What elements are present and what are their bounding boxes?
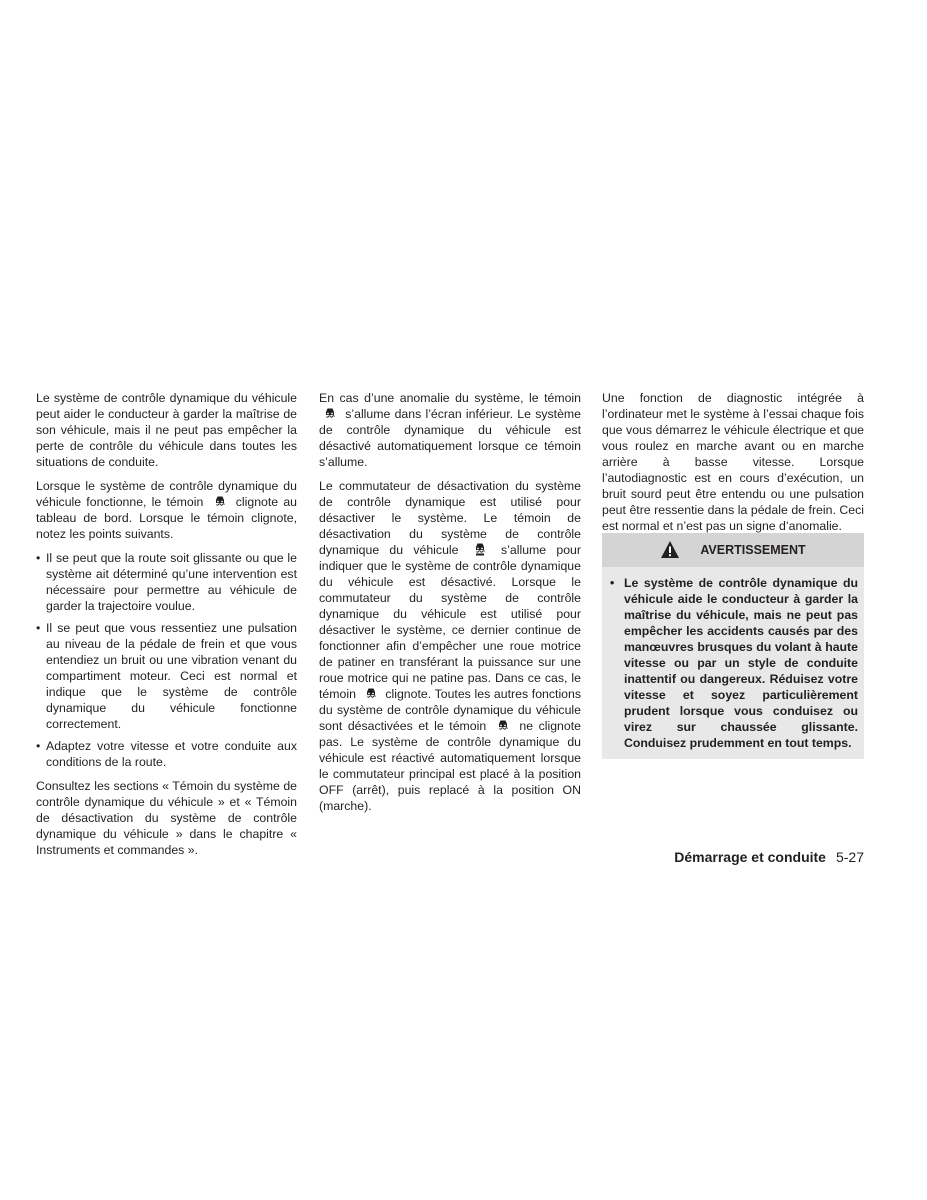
col1-paragraph-2: [36, 478, 297, 542]
warning-triangle-icon: [660, 540, 680, 560]
col1-paragraph-1: Le système de contrôle dynamique du véhicule peut aider le conducteur à garder la maîtrise de son véhicule, mais il ne peut pas empêcher la perte de contrôle du véhicule dans toutes les situations de conduite.: [36, 391, 297, 469]
column-2: [319, 390, 581, 822]
col1-p2-before: Lorsque le système de contrôle dynamique du véhicule fonctionne, le témoin: [36, 479, 297, 509]
list-item: • Adaptez votre vitesse et votre conduite aux conditions de la route.: [36, 738, 297, 770]
col2-p2-d: ne clignote pas. Le système de contrôle dynamique du véhicule est réactivé automatiquement lorsque le commutateur principal est placé à la position OFF (arrêt), puis replacé à la position ON (marche).: [319, 719, 581, 813]
page-number: 5-27: [835, 849, 864, 865]
col2-p1-before: En cas d’une anomalie du système, le témoin: [319, 391, 581, 405]
col1-bullet-list: [36, 550, 297, 770]
warning-text: • Le système de contrôle dynamique du véhicule aide le conducteur à garder la maîtrise du véhicule, mais ne peut pas empêcher les accidents causés par des manœuvres brusques du volant à haute vitesse ou par un style de conduite inattentif ou dangereux. Réduisez votre vitesse et soyez particulièrement prudent lorsque vous conduisez ou virez sur chaussée glissante. Conduisez prudemment en tout temps.: [610, 575, 858, 751]
col2-p2-b: s’allume pour indiquer que le système de contrôle dynamique du véhicule est désactivé. Lorsque le commutateur du système de contrôle dynamique du véhicule est utilisé pour désactiver le système, ce dernier continue de fonctionner afin d’empêcher une roue motrice de patiner en transférant la puissance sur une roue motrice qui ne patine pas. Dans ce cas, le témoin: [319, 543, 581, 701]
col1-p2-after: clignote au tableau de bord. Lorsque le témoin clignote, notez les points suivants.: [36, 495, 298, 541]
warning-box: [602, 533, 864, 759]
column-1: [36, 390, 297, 866]
vdc-skid-car-icon: [496, 718, 510, 732]
warning-header: [602, 533, 864, 567]
footer-section-title: Démarrage et conduite: [674, 849, 826, 865]
list-item: • Il se peut que la route soit glissante ou que le système ait déterminé qu’une intervention est nécessaire pour permettre au véhicule de garder la trajectoire voulue.: [36, 550, 297, 614]
warning-title: AVERTISSEMENT: [700, 543, 806, 557]
vdc-skid-car-icon: [364, 686, 378, 700]
col2-paragraph-1: [319, 390, 581, 470]
col2-paragraph-2: [319, 478, 581, 814]
col3-paragraph-1: Une fonction de diagnostic intégrée à l’ordinateur met le système à l’essai chaque fois que vous démarrez le véhicule électrique et que vous roulez en marche avant ou en marche arrière à basse vitesse. Lorsque l’autodiagnostic est en cours d’exécution, un bruit sourd peut être entendu ou une pulsation peut être ressentie dans la pédale de frein. Ceci est normal et n’est pas un signe d’anomalie.: [602, 391, 864, 533]
col2-p2-a: Le commutateur de désactivation du système de contrôle dynamique est utilisé pour désactiver le système. Le témoin de désactivation du système de contrôle dynamique du véhicule: [319, 479, 581, 557]
vdc-skid-car-icon: [213, 494, 227, 508]
list-item: • Il se peut que vous ressentiez une pulsation au niveau de la pédale de frein et que vous entendiez un bruit ou une vibration venant du compartiment moteur. Ceci est normal et indique que le système de contrôle dynamique du véhicule fonctionne correctement.: [36, 620, 297, 732]
page-footer: [674, 849, 864, 865]
col2-p2-c: clignote. Toutes les autres fonctions du système de contrôle dynamique du véhicule sont désactivées et le témoin: [319, 687, 582, 733]
vdc-skid-car-icon: [323, 406, 337, 420]
column-3: [602, 390, 864, 542]
col1-paragraph-3: Consultez les sections « Témoin du système de contrôle dynamique du véhicule » et « Témoin de désactivation du système de contrôle dynamique du véhicule » dans le chapitre « Instruments et commandes ».: [36, 779, 297, 857]
col2-p1-after: s’allume dans l’écran inférieur. Le système de contrôle dynamique du véhicule est désactivé automatiquement lorsque ce témoin s’allume.: [319, 407, 581, 469]
vdc-off-icon: [473, 542, 487, 556]
warning-body: [602, 567, 864, 759]
